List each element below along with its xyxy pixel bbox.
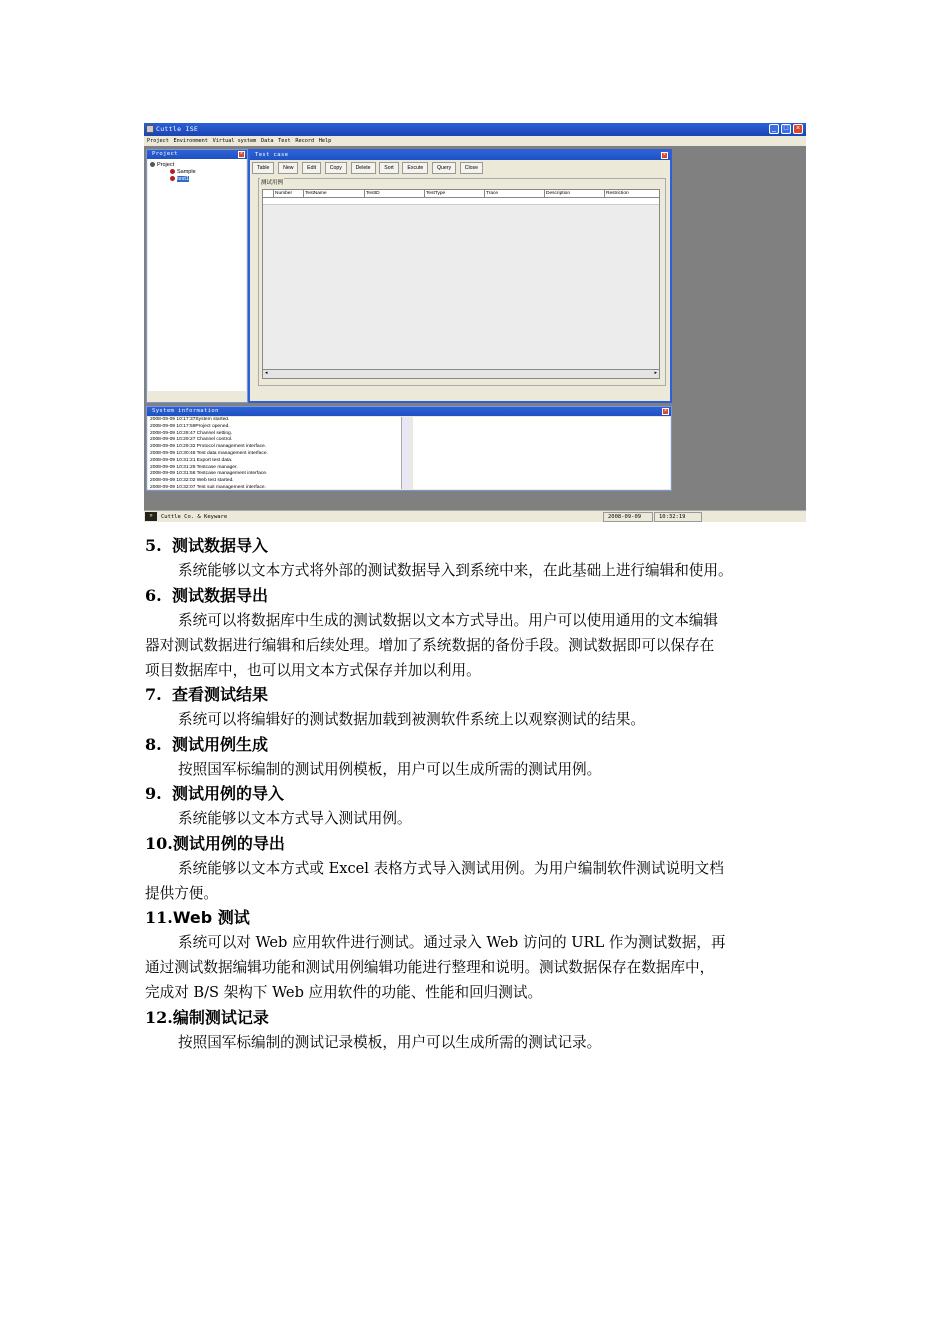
section-body xyxy=(145,608,810,683)
system-info-label: System information xyxy=(152,408,219,414)
system-info-title xyxy=(147,407,671,416)
menu-virtual-system[interactable]: Virtual system xyxy=(212,138,257,144)
section-number: 9. xyxy=(145,784,162,803)
line-text: 系统能够以文本方式或 Excel 表格方式导入测试用例。为用户编制软件测试说明文档 xyxy=(178,860,724,877)
status-bar xyxy=(144,510,806,522)
section-heading xyxy=(145,834,285,854)
log-line: 2008-09-09 10:28:47 Channel setting. xyxy=(150,430,233,436)
app-icon xyxy=(146,125,154,133)
section-number: 6. xyxy=(145,586,162,605)
new-button[interactable]: New xyxy=(278,162,298,174)
section-number: 8. xyxy=(145,735,162,754)
horizontal-scrollbar[interactable] xyxy=(263,369,659,378)
line-text: 系统可以将数据库中生成的测试数据以文本方式导出。用户可以使用通用的文本编辑 xyxy=(178,612,718,629)
menu-project[interactable]: Project xyxy=(147,138,169,144)
section-body xyxy=(145,930,810,1005)
edit-button[interactable]: Edit xyxy=(302,162,321,174)
section-title: 测试数据导入 xyxy=(172,536,269,555)
paragraph-line xyxy=(145,930,810,955)
section-title: 测试数据导出 xyxy=(172,586,269,605)
folder-icon xyxy=(150,162,155,167)
menu-record[interactable]: Record xyxy=(295,138,315,144)
close-icon[interactable]: × xyxy=(238,151,245,158)
log-line: 2008-09-09 10:31:56 Testcase management interface. xyxy=(150,471,268,477)
line-text: 按照国军标编制的测试记录模板，用户可以生成所需的测试记录。 xyxy=(178,1034,602,1051)
keyware-logo-icon: » xyxy=(145,512,157,521)
section-heading xyxy=(145,536,268,556)
system-info-panel xyxy=(146,406,672,491)
line-text: 系统能够以文本方式将外部的测试数据导入到系统中来，在此基础上进行编辑和使用。 xyxy=(178,562,733,579)
paragraph-line: 器对测试数据进行编辑和后续处理。增加了系统数据的备份手段。测试数据即可以保存在 xyxy=(145,637,715,654)
section-title: 测试用例的导出 xyxy=(172,834,285,853)
menu-test[interactable]: Test xyxy=(278,138,291,144)
testcase-panel-title xyxy=(250,151,670,160)
close-button[interactable]: Close xyxy=(460,162,483,174)
status-time: 10:32:19 xyxy=(654,512,702,522)
column-header[interactable]: Trace xyxy=(484,190,544,197)
section-number: 7. xyxy=(145,685,162,704)
log-detail xyxy=(413,417,670,489)
section-heading xyxy=(145,1008,269,1028)
vertical-scrollbar[interactable] xyxy=(401,417,411,489)
menu-environment[interactable]: Environment xyxy=(173,138,208,144)
line-text: 按照国军标编制的测试用例模板，用户可以生成所需的测试用例。 xyxy=(178,761,602,778)
log-line: 2008-09-09 10:17:59Project opened. xyxy=(150,423,230,429)
status-company: Cuttle Co. & Keyware xyxy=(161,514,228,520)
section-title: Web 测试 xyxy=(172,908,250,927)
column-header[interactable]: TestType xyxy=(424,190,484,197)
section-number: 12. xyxy=(145,1008,173,1027)
section-title: 编制测试记录 xyxy=(172,1008,269,1027)
scroll-right-icon[interactable]: ▸ xyxy=(654,370,657,376)
log-line: 2008-09-09 10:17:37System started. xyxy=(150,417,230,422)
section-title: 测试用例的导入 xyxy=(172,784,285,803)
line-text: 系统可以对 Web 应用软件进行测试。通过录入 Web 访问的 URL 作为测试数据，再 xyxy=(178,934,726,951)
close-icon[interactable]: × xyxy=(793,124,803,134)
paragraph-line: 通过测试数据编辑功能和测试用例编辑功能进行整理和说明。测试数据保存在数据库中， xyxy=(145,959,715,976)
paragraph-line: 提供方便。 xyxy=(145,885,218,902)
line-text: 系统能够以文本方式导入测试用例。 xyxy=(178,810,412,827)
log-line: 2008-09-09 10:30:46 Test data management interface. xyxy=(150,450,268,456)
column-header[interactable]: TestName xyxy=(303,190,363,197)
project-panel xyxy=(146,149,248,403)
sort-button[interactable]: Sort xyxy=(379,162,399,174)
table-button[interactable]: Table xyxy=(252,162,274,174)
log-line: 2008-09-09 10:31:21 Export test data. xyxy=(150,457,233,463)
testcase-toolbar xyxy=(252,162,485,173)
copy-button[interactable]: Copy xyxy=(325,162,347,174)
log-line: 2008-09-09 10:31:25 Testcase manager. xyxy=(150,464,238,470)
status-date: 2008-09-09 xyxy=(603,512,653,522)
log-line: 2008-09-09 10:29:27 Channel control. xyxy=(150,437,233,443)
menu-data[interactable]: Data xyxy=(260,138,274,144)
section-heading xyxy=(145,908,250,928)
delete-button[interactable]: Delete xyxy=(351,162,376,174)
column-header[interactable]: Number xyxy=(273,190,333,197)
paragraph-line xyxy=(145,558,810,583)
maximize-icon[interactable]: □ xyxy=(781,124,791,134)
scroll-left-icon[interactable]: ◂ xyxy=(265,370,268,376)
log-list xyxy=(148,417,411,489)
section-body xyxy=(145,757,810,782)
close-icon[interactable]: × xyxy=(661,152,668,159)
project-panel-label: Project xyxy=(152,151,178,157)
section-heading xyxy=(145,685,268,705)
log-line: 2008-09-09 10:29:32 Protocol management interface. xyxy=(150,444,267,450)
table-row[interactable] xyxy=(263,198,659,205)
tree-item-project[interactable] xyxy=(150,162,174,168)
menubar xyxy=(144,136,806,146)
section-number: 10. xyxy=(145,834,173,853)
testcase-group xyxy=(258,178,666,386)
log-line: 2008-09-09 10:32:07 Test suit management interface. xyxy=(150,484,267,489)
section-body xyxy=(145,1030,810,1055)
column-header[interactable]: TestID xyxy=(364,190,424,197)
section-heading xyxy=(145,735,268,755)
tree-item-label: Project xyxy=(157,162,175,168)
section-body xyxy=(145,806,810,831)
project-panel-title xyxy=(147,150,247,159)
grid-header xyxy=(263,190,659,198)
line-text: 系统可以将编辑好的测试数据加载到被测软件系统上以观察测试的结果。 xyxy=(178,711,646,728)
excute-button[interactable]: Excute xyxy=(402,162,428,174)
minimize-icon[interactable]: _ xyxy=(769,124,779,134)
testcase-grid[interactable] xyxy=(262,189,660,379)
node-icon xyxy=(170,176,175,181)
section-body xyxy=(145,558,810,583)
paragraph-line: 项目数据库中，也可以用文本方式保存并加以利用。 xyxy=(145,662,481,679)
paragraph-line xyxy=(145,1030,810,1055)
project-tree xyxy=(148,159,246,391)
paragraph-line xyxy=(145,707,810,732)
section-heading xyxy=(145,784,284,804)
node-icon xyxy=(170,169,175,174)
tree-item-label: test1 xyxy=(177,176,189,182)
paragraph-line xyxy=(145,608,810,633)
app-screenshot xyxy=(144,123,806,522)
section-heading xyxy=(145,586,268,606)
section-number: 11. xyxy=(145,908,173,927)
paragraph-line xyxy=(145,806,810,831)
section-body xyxy=(145,707,810,732)
tree-item-label: Sample xyxy=(177,169,196,175)
section-number: 5. xyxy=(145,536,162,555)
close-icon[interactable]: × xyxy=(662,408,669,415)
window-titlebar xyxy=(144,123,806,136)
tree-item-test1[interactable] xyxy=(170,176,189,182)
testcase-panel xyxy=(248,149,672,403)
column-header[interactable]: Description xyxy=(544,190,604,197)
testcase-panel-label: Test case xyxy=(255,152,289,158)
log-line: 2008-09-09 10:32:02 Web test started. xyxy=(150,478,234,484)
paragraph-line xyxy=(145,856,810,881)
paragraph-line xyxy=(145,757,810,782)
window-title: Cuttle ISE xyxy=(156,125,199,133)
menu-help[interactable]: Help xyxy=(318,138,332,144)
section-body xyxy=(145,856,810,906)
section-title: 查看测试结果 xyxy=(172,685,269,704)
query-button[interactable]: Query xyxy=(432,162,456,174)
section-title: 测试用例生成 xyxy=(172,735,269,754)
group-label: 测试用例 xyxy=(261,180,284,186)
column-header[interactable]: Restriction xyxy=(604,190,659,197)
tree-item-sample[interactable] xyxy=(170,169,196,175)
paragraph-line: 完成对 B/S 架构下 Web 应用软件的功能、性能和回归测试。 xyxy=(145,984,543,1001)
